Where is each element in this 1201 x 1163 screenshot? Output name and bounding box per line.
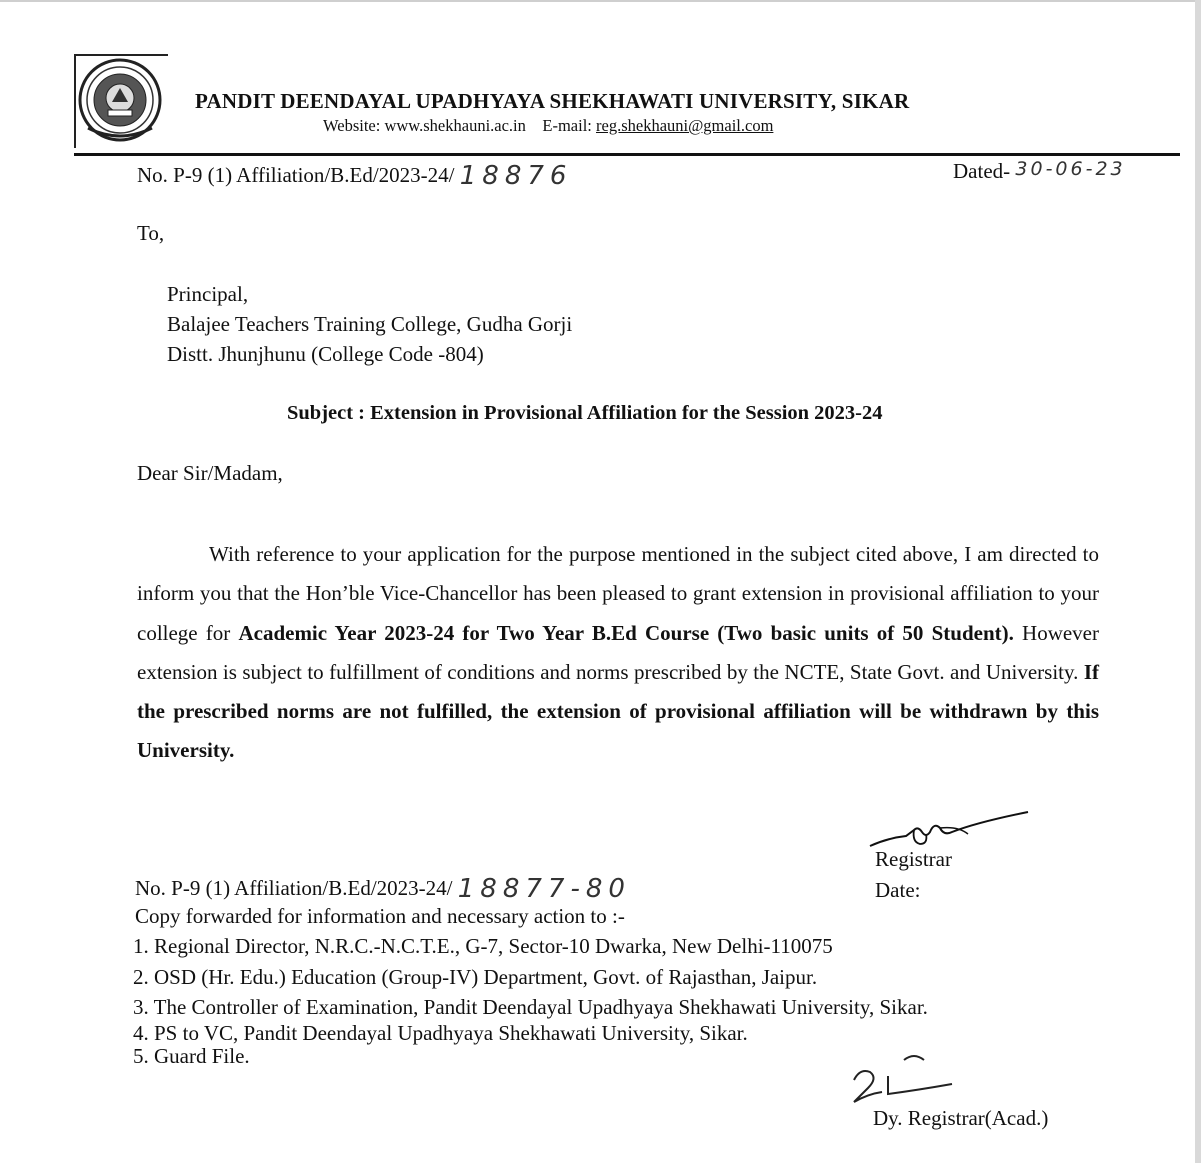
subject-line: Subject : Extension in Provisional Affiliation for the Session 2023-24 [287, 402, 883, 424]
body-bold-text: If the prescribed norms are not fulfilled, the extension of provisional affiliation will be withdrawn by this University. [137, 659, 1099, 763]
reference-number-handwritten: 18876 [459, 161, 573, 191]
copy-list-item: 1. Regional Director, N.R.C.-N.C.T.E., G-7, Sector-10 Dwarka, New Delhi-110075 [133, 934, 833, 958]
dated [953, 159, 1126, 184]
copy-reference-handwritten: 18877-80 [457, 874, 631, 904]
scan-edge-right [1195, 0, 1201, 1163]
reference-number [137, 159, 572, 189]
email-label: E-mail: [542, 116, 592, 135]
letter-body [137, 535, 1099, 771]
website-text: Website: www.shekhauni.ac.in [323, 116, 526, 135]
header-rule [74, 153, 1180, 156]
address-line: Principal, [167, 282, 249, 306]
deputy-registrar-label: Dy. Registrar(Acad.) [873, 1106, 1049, 1130]
dated-handwritten: 30-06-23 [1015, 158, 1126, 180]
copy-reference-number [135, 872, 631, 902]
email-link[interactable]: reg.shekhauni@gmail.com [596, 116, 774, 135]
registrar-label: Registrar [875, 847, 952, 871]
body-text: With reference to your application for the purpose mentioned in the subject cited above, I am directed to inform you that the Hon’ble Vice-Chancellor has been pleased to grant extension in provisional affiliation to your college for [137, 542, 1099, 645]
to-label: To, [137, 221, 165, 245]
body-bold-text: Academic Year 2023-24 for Two Year B.Ed Course (Two basic units of 50 Student). [238, 620, 1014, 645]
copy-list-item: 5. Guard File. [133, 1044, 250, 1068]
dated-label: Dated- [953, 159, 1011, 183]
university-name: PANDIT DEENDAYAL UPADHYAYA SHEKHAWATI UNIVERSITY, SIKAR [195, 89, 910, 113]
copy-list-item: 3. The Controller of Examination, Pandit Deendayal Upadhyaya Shekhawati University, Sikar. [133, 995, 928, 1019]
salutation: Dear Sir/Madam, [137, 461, 283, 485]
body-text: However extension is subject to fulfillment of conditions and norms prescribed by the NCTE, State Govt. and University. [137, 620, 1099, 684]
university-logo [78, 58, 162, 142]
copy-list-item: 2. OSD (Hr. Edu.) Education (Group-IV) Department, Govt. of Rajasthan, Jaipur. [133, 965, 818, 989]
address-line: Distt. Jhunjhunu (College Code -804) [167, 342, 484, 366]
copy-list-item: 4. PS to VC, Pandit Deendayal Upadhyaya Shekhawati University, Sikar. [133, 1021, 748, 1045]
copy-forwarded-text: Copy forwarded for information and necessary action to :- [135, 904, 625, 928]
reference-number-text: No. P-9 (1) Affiliation/B.Ed/2023-24/ [137, 163, 455, 187]
deputy-registrar-signature [848, 1050, 958, 1112]
university-contact [323, 116, 773, 136]
registrar-date-label: Date: [875, 878, 921, 902]
scan-edge-top [0, 0, 1201, 2]
address-line: Balajee Teachers Training College, Gudha Gorji [167, 312, 573, 336]
copy-reference-number-text: No. P-9 (1) Affiliation/B.Ed/2023-24/ [135, 876, 453, 900]
